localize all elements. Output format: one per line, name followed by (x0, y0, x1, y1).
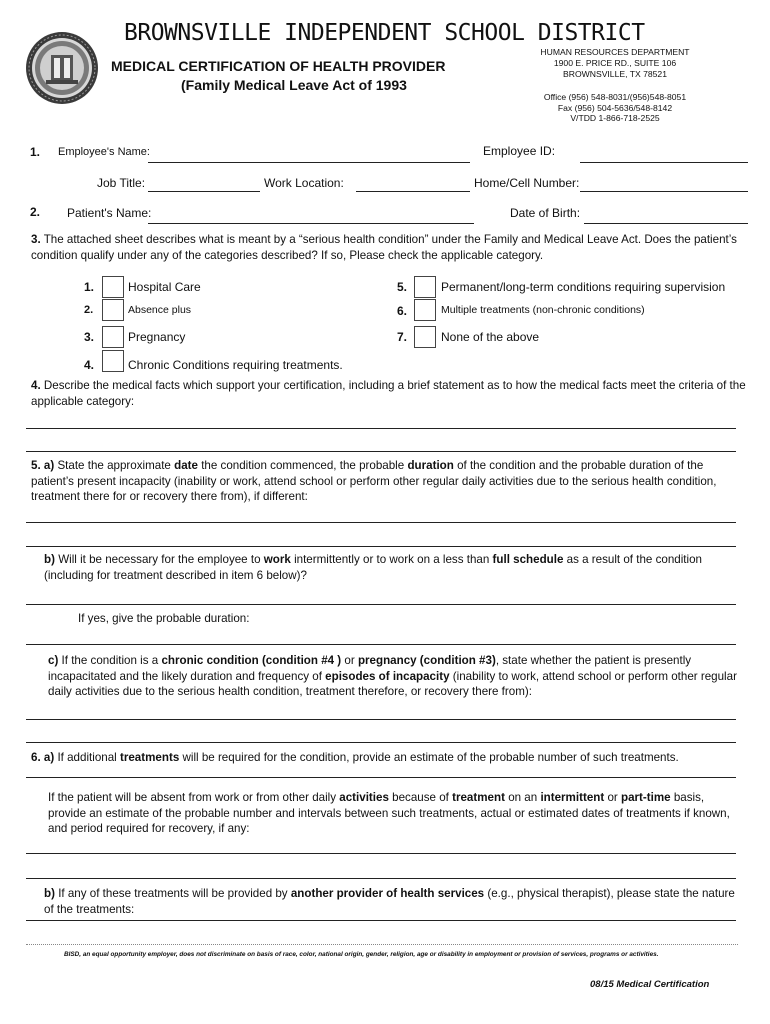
section-6b-emphasis: another provider of health services (290, 887, 485, 900)
category-3-number: 3. (84, 330, 95, 344)
section-5a-part: State the approximate (57, 459, 171, 472)
section-3-body: The attached sheet describes what is meant by a “serious health condition” under the Family and Medical Leave Act. Does the patient’s condition qualify under any of the categories described? If so, Please check the applicable category. (31, 233, 737, 262)
section-6a2-emphasis: part-time (620, 791, 671, 804)
district-seal (24, 30, 100, 106)
category-4-number: 4. (84, 358, 95, 372)
section-4-answer-line[interactable] (26, 428, 736, 429)
category-7-number: 7. (397, 330, 408, 344)
section-5a-part: the condition commenced, the probable (201, 459, 405, 472)
category-5-label: Permanent/long-term conditions requiring supervision (441, 280, 726, 294)
section-6a-answer-line[interactable] (26, 777, 736, 778)
section-5b-number: b) (44, 553, 55, 566)
section-5c-text (48, 653, 738, 700)
contact-line: V/TDD 1-866-718-2525 (570, 113, 660, 123)
section-5c-part: , state whether the patient is presently incapacitated and the likely duration and frequency of (48, 654, 692, 683)
section-5c-part: If the condition is a (61, 654, 159, 667)
category-5-checkbox[interactable] (414, 276, 436, 298)
item-2-number: 2. (30, 205, 41, 219)
hr-contact (530, 92, 700, 124)
section-5a-answer-line[interactable] (26, 546, 736, 547)
employee-name-field[interactable] (148, 162, 470, 163)
section-6a2-part: on an (508, 791, 538, 804)
category-5-number: 5. (397, 280, 408, 294)
section-6a2-emphasis: activities (339, 791, 389, 804)
job-title-field[interactable] (148, 191, 260, 192)
section-4-answer-line[interactable] (26, 451, 736, 452)
section-5c-answer-line[interactable] (26, 742, 736, 743)
section-4-text (31, 378, 746, 409)
category-6-number: 6. (397, 304, 408, 318)
category-2-number: 2. (84, 304, 94, 316)
work-location-field[interactable] (356, 191, 470, 192)
hr-dept-line: HUMAN RESOURCES DEPARTMENT (540, 47, 690, 57)
section-5b-part: intermittently or to work on a less than (294, 553, 490, 566)
section-6a2-part: basis, provide an estimate of the probable number and intervals between such treatments, actual or estimated dates of treatments if known, and period required for recovery, if any: (48, 791, 730, 835)
section-3-number: 3. (31, 233, 41, 246)
section-5b-text (44, 552, 744, 583)
section-6b-part: If any of these treatments will be provided by (58, 887, 288, 900)
section-5a-number: 5. a) (31, 459, 55, 472)
section-6b-answer-line[interactable] (26, 920, 736, 921)
section-5c-emphasis: episodes of incapacity (325, 669, 450, 683)
form-id: 08/15 Medical Certification (590, 979, 710, 990)
section-5b-part: Will it be necessary for the employee to (58, 553, 261, 566)
form-title: MEDICAL CERTIFICATION OF HEALTH PROVIDER (111, 58, 446, 74)
section-5c-answer-line[interactable] (26, 719, 736, 720)
hr-dept-line: 1900 E. PRICE RD., SUITE 106 (553, 58, 677, 68)
employee-name-label: Employee's Name: (58, 146, 150, 158)
employee-id-field[interactable] (580, 162, 748, 163)
category-4-checkbox[interactable] (102, 350, 124, 372)
category-3-label: Pregnancy (128, 330, 186, 344)
section-5a-answer-line[interactable] (26, 522, 736, 523)
duration-answer-line[interactable] (26, 644, 736, 645)
contact-line: Office (956) 548-8031/(956)548-8051 (543, 92, 687, 102)
category-3-checkbox[interactable] (102, 326, 124, 348)
hr-department-address (530, 47, 700, 80)
section-6a-intermittent-text (48, 790, 738, 837)
section-5c-part: or (344, 654, 355, 667)
section-5b-emphasis: work (263, 553, 291, 566)
section-6a2-part: or (607, 791, 618, 804)
section-6a2-answer-line[interactable] (26, 878, 736, 879)
employee-id-label: Employee ID: (483, 144, 556, 158)
item-1-number: 1. (30, 145, 41, 159)
section-5a-part: of the condition and the probable duration of the patient’s present incapacity (inability or work, attend school or perform other regular daily activities due to the serious health condition, treatment there for or recovery there from), if different: (31, 459, 717, 503)
section-5b-emphasis: full schedule (492, 553, 564, 566)
if-yes-duration-label: If yes, give the probable duration: (78, 612, 250, 625)
category-7-checkbox[interactable] (414, 326, 436, 348)
section-6a-part: will be required for the condition, provide an estimate of the probable number of such treatments. (182, 751, 679, 764)
category-6-checkbox[interactable] (414, 299, 436, 321)
section-6a-text (31, 750, 746, 766)
category-2-checkbox[interactable] (102, 299, 124, 321)
hr-dept-line: BROWNSVILLE, TX 78521 (563, 69, 667, 79)
home-cell-label: Home/Cell Number: (474, 176, 580, 190)
category-7-label: None of the above (441, 330, 540, 344)
district-title: BROWNSVILLE INDEPENDENT SCHOOL DISTRICT (124, 20, 645, 46)
section-4-body: Describe the medical facts which support your certification, including a brief statement as to how the medical facts meet the criteria of the applicable category: (31, 379, 746, 408)
dob-label: Date of Birth: (510, 206, 581, 220)
category-1-label: Hospital Care (128, 280, 201, 294)
work-location-label: Work Location: (264, 176, 344, 190)
section-6a-number: 6. a) (31, 751, 55, 764)
section-3-text (31, 232, 746, 263)
section-5b-part: as a result of the condition (including for treatment described in item 6 below)? (44, 553, 702, 582)
section-6a2-part: because of (392, 791, 449, 804)
section-5b-answer-line[interactable] (26, 604, 736, 605)
section-6a-part: If additional (57, 751, 117, 764)
section-5a-emphasis: date (174, 459, 198, 472)
section-6a2-part: If the patient will be absent from work or from other daily (48, 791, 337, 804)
section-6a2-answer-line[interactable] (26, 853, 736, 854)
category-2-label: Absence plus (128, 304, 192, 316)
section-6b-part: (e.g., physical therapist), please state the nature of the treatments: (44, 887, 735, 916)
form-subtitle: (Family Medical Leave Act of 1993 (181, 77, 407, 93)
dob-field[interactable] (584, 223, 748, 224)
patient-name-field[interactable] (148, 223, 474, 224)
category-6-label: Multiple treatments (non-chronic conditions) (441, 304, 645, 316)
contact-line: Fax (956) 504-5636/548-8142 (557, 102, 673, 113)
category-1-checkbox[interactable] (102, 276, 124, 298)
section-4-number: 4. (31, 379, 41, 392)
section-6b-number: b) (44, 887, 55, 900)
patient-name-label: Patient's Name: (67, 206, 152, 220)
section-6a2-emphasis: intermittent (540, 791, 605, 804)
section-5c-emphasis: chronic condition (condition #4 ) (161, 654, 342, 667)
section-5a-emphasis: duration (407, 459, 454, 472)
job-title-label: Job Title: (97, 176, 146, 190)
footer-divider (26, 944, 738, 945)
category-1-number: 1. (84, 280, 95, 294)
section-5c-part: (inability to work, attend school or perform other regular daily activities due to the serious health condition, treatment therefore, or recovery there from): (48, 669, 737, 698)
section-5c-number: c) (48, 654, 59, 667)
section-6b-text (44, 886, 744, 917)
eeo-statement: BISD, an equal opportunity employer, does not discriminate on basis of race, color, national origin, gender, religion, age or disability in employment or provision of services, programs or activities. (64, 951, 659, 958)
home-cell-field[interactable] (580, 191, 748, 192)
section-5c-emphasis: pregnancy (condition #3) (357, 654, 496, 667)
section-6a2-emphasis: treatment (452, 791, 505, 804)
category-4-label: Chronic Conditions requiring treatments. (128, 358, 343, 372)
section-6a-emphasis: treatments (119, 751, 180, 764)
section-5a-text (31, 458, 746, 505)
